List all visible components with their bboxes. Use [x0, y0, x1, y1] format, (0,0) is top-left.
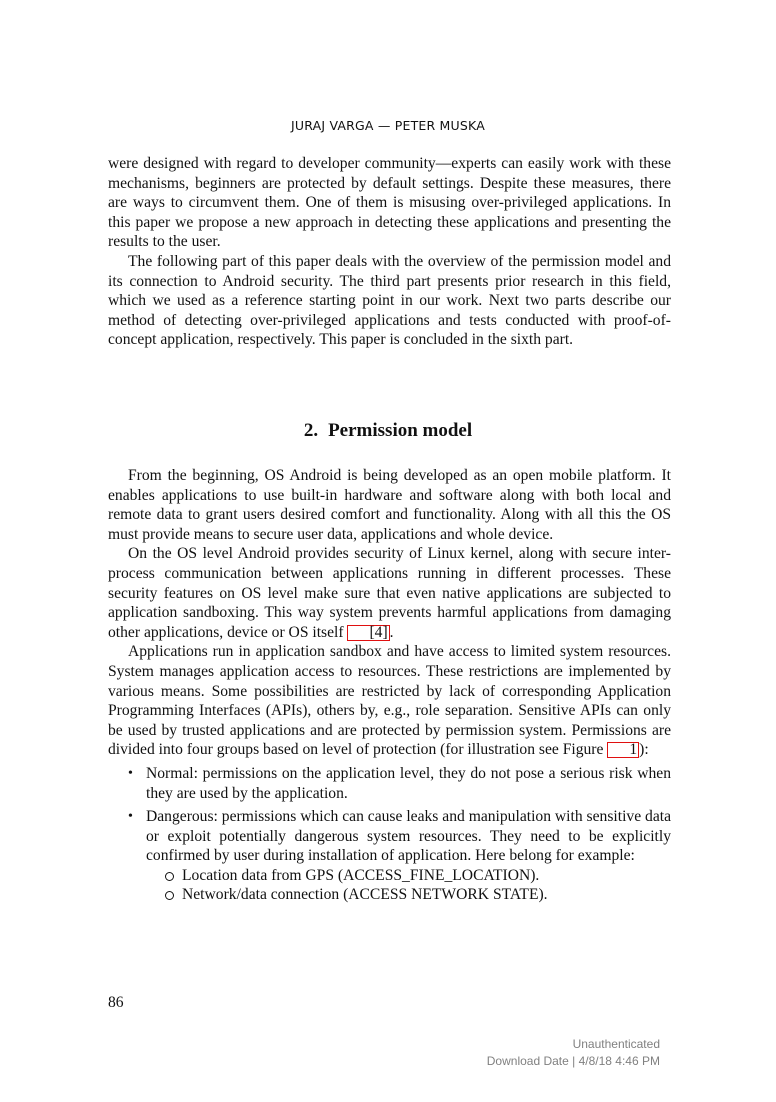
body-paragraph-3-text: Applications run in application sandbox and have access to limited system resources. System manages application access to resources. These restrictions are implemented by various means. Some possibilities are restricted by lack of corresponding Application Programming Interfaces (APIs), others by, e.g., role separation. Sensitive APIs can only be used by trusted applications and are protected by permission system. Permissions are divided into four groups based on level of protection (for illustration see Figure	[108, 643, 671, 759]
section-body	[108, 466, 671, 909]
bullet-icon: •	[128, 809, 133, 825]
figure-reference-link[interactable]: 1	[607, 742, 639, 758]
body-paragraph-3	[108, 642, 671, 760]
section-heading	[0, 420, 776, 442]
circle-bullet-icon	[165, 872, 174, 881]
footer-line-auth: Unauthenticated	[572, 1037, 660, 1051]
dangerous-examples-list	[146, 866, 671, 905]
intro-text-block	[108, 154, 671, 350]
citation-link[interactable]: [4]	[347, 625, 389, 641]
intro-paragraph-1: were designed with regard to developer community—experts can easily work with these mechanisms, beginners are protected by default settings. Despite these measures, there are ways to circumvent them. One of them is misusing over-privileged applications. In this paper we propose a new approach in detecting these applications and presenting the results to the user.	[108, 155, 671, 251]
section-title: Permission model	[328, 420, 473, 441]
circle-bullet-icon	[165, 891, 174, 900]
sub-list-item-text: Location data from GPS (ACCESS_FINE_LOCATION).	[182, 866, 540, 884]
sub-list-item	[182, 885, 671, 905]
sub-list-item	[182, 866, 671, 886]
page-number: 86	[108, 994, 124, 1011]
body-paragraph-2-end: .	[389, 623, 394, 641]
body-paragraph-1: From the beginning, OS Android is being developed as an open mobile platform. It enables applications to use built-in hardware and software along with both local and remote data to grant users desired comfort and functionality. Along with all this the OS must provide means to secure user data, applications and whole device.	[108, 467, 671, 543]
list-item	[128, 807, 671, 905]
body-paragraph-2	[108, 544, 671, 642]
list-item-text: Normal: permissions on the application level, they do not pose a serious risk when they are used by the application.	[146, 764, 671, 802]
body-paragraph-3-end: ):	[639, 741, 649, 759]
download-footer	[487, 1036, 660, 1070]
sub-list-item-text: Network/data connection (ACCESS NETWORK STATE).	[182, 886, 548, 904]
list-item-text: Dangerous: permissions which can cause leaks and manipulation with sensitive data or exploit potentially dangerous system resources. They need to be explicitly confirmed by user during installation of application. Here belong for example:	[146, 808, 671, 865]
body-paragraph-2-text: On the OS level Android provides security of Linux kernel, along with secure inter-process communication between applications running in different processes. These security features on OS level make sure that even native applications are subjected to application sandboxing. This way system prevents harmful applications from damaging other applications, device or OS itself	[108, 545, 671, 641]
permission-groups-list	[108, 764, 671, 905]
list-item	[128, 764, 671, 803]
section-number: 2.	[303, 420, 319, 441]
footer-line-date: Download Date | 4/8/18 4:46 PM	[486, 1054, 660, 1068]
intro-paragraph-2: The following part of this paper deals with the overview of the permission model and its connection to Android security. The third part presents prior research in this field, which we used as a reference starting point in our work. Next two parts describe our method of detecting over-privileged applications and tests conducted with proof-of-concept application, respectively. This paper is concluded in the sixth part.	[108, 252, 671, 349]
bullet-icon: •	[128, 765, 133, 781]
running-head: JURAJ VARGA — PETER MUSKA	[291, 118, 485, 133]
